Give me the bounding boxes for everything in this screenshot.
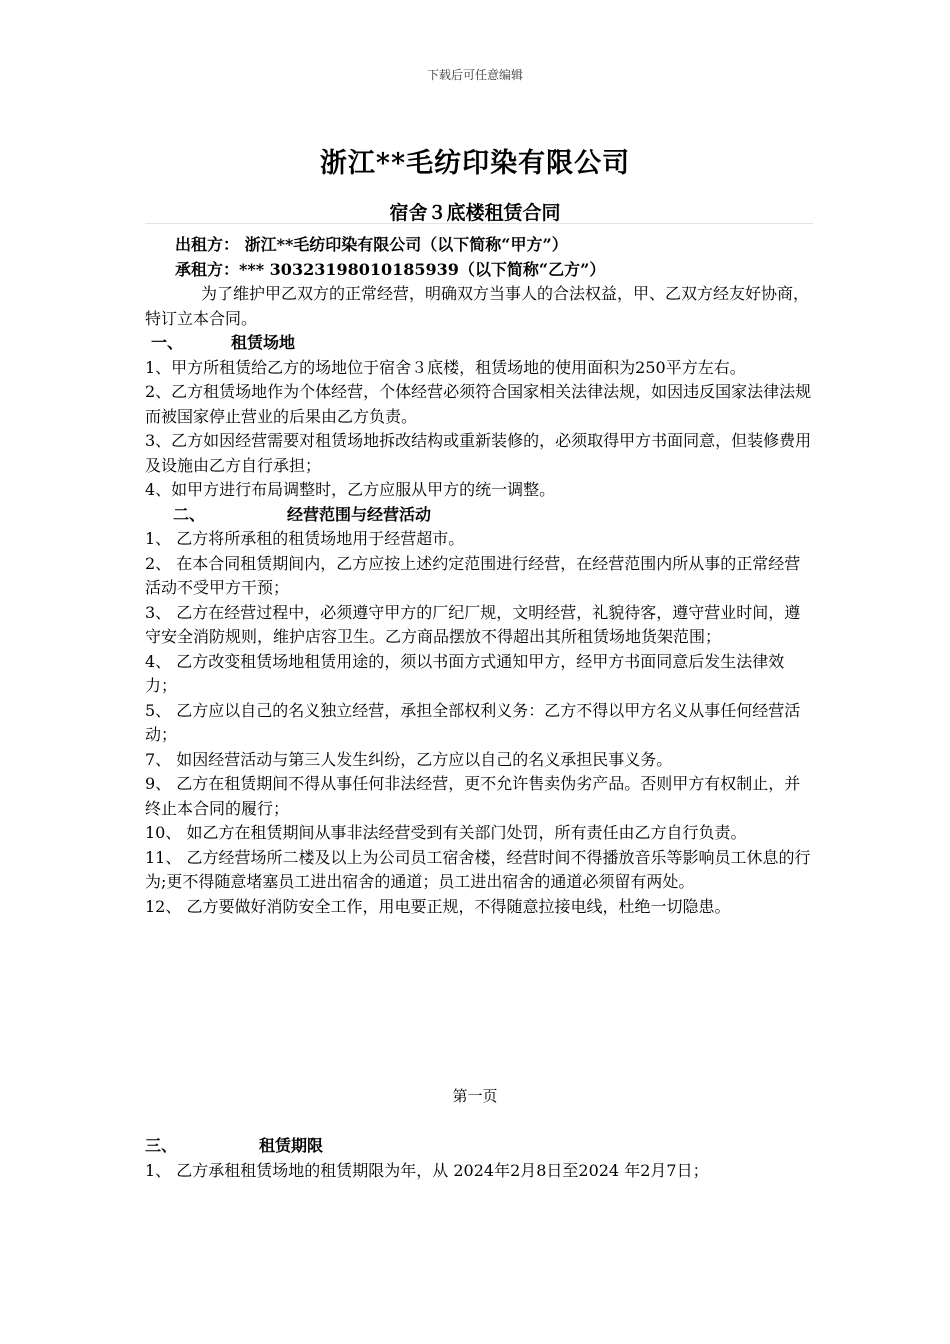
- page-number: 第一页: [452, 1087, 498, 1105]
- section-title: 租赁期限: [259, 1136, 324, 1155]
- clause-item: 3、 乙方在经营过程中，必须遵守甲方的厂纪厂规，文明经营，礼貌待客，遵守营业时间，遵守安全消防规则，维护店容卫生。乙方商品摆放不得超出其所租赁场地货架范围；: [145, 602, 801, 646]
- section-3-heading: [145, 1134, 815, 1159]
- clause-item: 7、 如因经营活动与第三人发生纠纷，乙方应以自己的名义承担民事义务。: [145, 749, 673, 769]
- clause-item: 4、 乙方改变租赁场地租赁用途的，须以书面方式通知甲方，经甲方书面同意后发生法律效力；: [145, 651, 785, 695]
- section-number: 二、: [173, 504, 206, 524]
- clause-item: 2、 在本合同租赁期间内，乙方应按上述约定范围进行经营，在经营范围内所从事的正常经营活动不受甲方干预；: [145, 553, 801, 597]
- section-title: 经营范围与经营活动: [287, 504, 432, 524]
- section-title: 租赁场地: [231, 333, 296, 352]
- clause-item: 5、 乙方应以自己的名义独立经营，承担全部权利义务：乙方不得以甲方名义从事任何经营活动；: [145, 700, 801, 744]
- lessee-line: 承租方：*** 30323198010185939（以下简称“乙方”）: [175, 259, 606, 279]
- clause-item: 1、 乙方承租租赁场地的租赁期限为年，从 2024年2月8日至2024 年2月7日；: [145, 1160, 709, 1180]
- section-number: 三、: [145, 1136, 178, 1155]
- header-note: 下载后可任意编辑: [426, 68, 523, 82]
- clause-item: 1、 乙方将所承租的租赁场地用于经营超市。: [145, 529, 465, 548]
- clause-item: 4、如甲方进行布局调整时，乙方应服从甲方的统一调整。: [145, 480, 556, 499]
- contract-title: 宿舍３底楼租赁合同: [389, 202, 561, 224]
- lessor-line: 出租方： 浙江**毛纺印染有限公司（以下简称“甲方”）: [175, 235, 568, 254]
- clause-item: 11、 乙方经营场所二楼及以上为公司员工宿舍楼，经营时间不得播放音乐等影响员工休息的行为;更不得随意堵塞员工进出宿舍的通道；员工进出宿舍的通道必须留有两处。: [145, 847, 811, 891]
- title-divider: [145, 223, 813, 224]
- clause-item: 2、乙方租赁场地作为个体经营，个体经营必须符合国家相关法律法规，如因违反国家法律法规而被国家停止营业的后果由乙方负责。: [145, 382, 812, 426]
- section-1-heading: [145, 331, 815, 356]
- company-title: 浙江**毛纺印染有限公司: [319, 148, 631, 179]
- clause-item: 9、 乙方在租赁期间不得从事任何非法经营，更不允许售卖伪劣产品。否则甲方有权制止，并终止本合同的履行；: [145, 774, 801, 818]
- section-2-heading: [145, 503, 815, 528]
- clause-item: 10、 如乙方在租赁期间从事非法经营受到有关部门处罚，所有责任由乙方自行负责。: [145, 823, 747, 842]
- intro-paragraph: 为了维护甲乙双方的正常经营，明确双方当事人的合法权益，甲、乙双方经友好协商，特订立本合同。: [145, 284, 810, 328]
- clause-item: 1、甲方所租赁给乙方的场地位于宿舍３底楼，租赁场地的使用面积为250平方左右。: [145, 357, 746, 377]
- clause-item: 3、乙方如因经营需要对租赁场地拆改结构或重新装修的，必须取得甲方书面同意，但装修费用及设施由乙方自行承担；: [145, 431, 812, 475]
- clause-item: 12、 乙方要做好消防安全工作，用电要正规，不得随意拉接电线，杜绝一切隐患。: [145, 896, 731, 916]
- contract-body-continued: [145, 1134, 815, 1183]
- section-number: 一、: [151, 333, 184, 352]
- contract-body: [145, 233, 815, 919]
